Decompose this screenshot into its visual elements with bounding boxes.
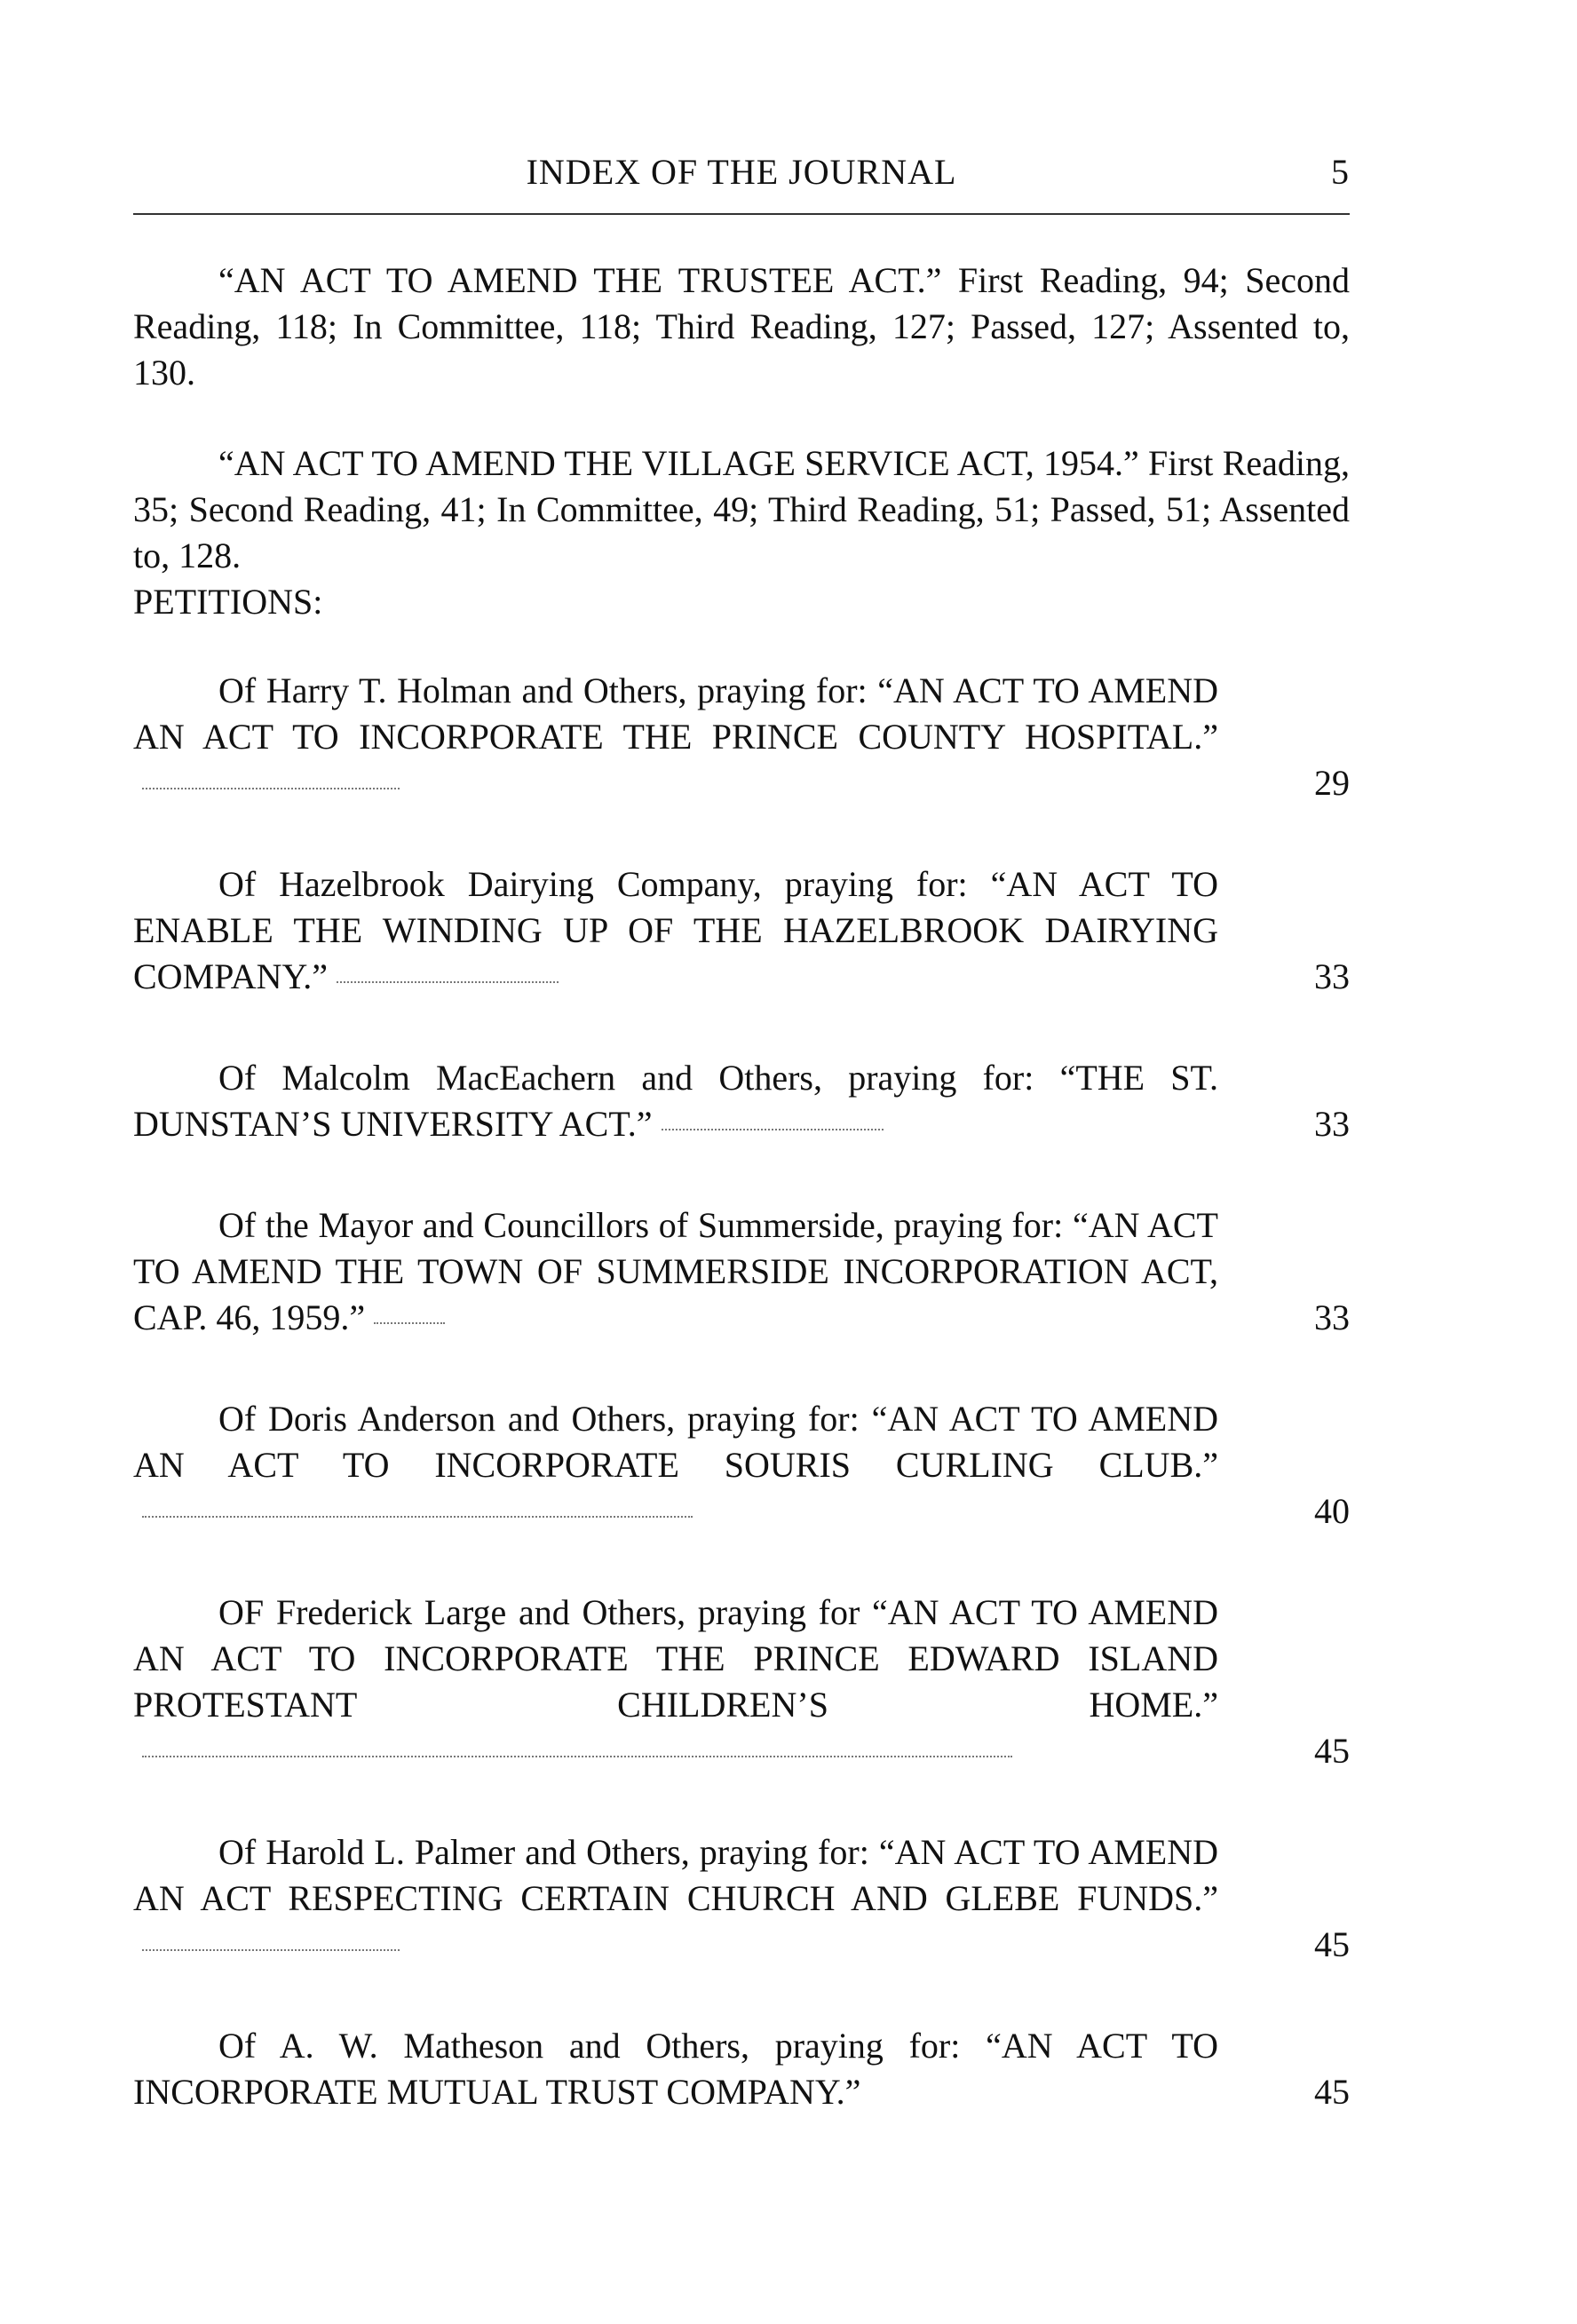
petition-text: Of A. W. Matheson and Others, praying for: “AN ACT TO INCORPORATE MUTUAL TRUST COMPANY.” — [133, 2026, 1218, 2112]
header-rule — [133, 213, 1350, 215]
petition-page-number: 33 — [1314, 1297, 1350, 1337]
petition-page-number: 45 — [1314, 1924, 1350, 1964]
petition-entry — [133, 1829, 1350, 1968]
dot-leader — [142, 1756, 1012, 1757]
petition-entry — [133, 2023, 1350, 2115]
page-number: 5 — [1331, 152, 1350, 192]
dot-leader — [142, 788, 400, 789]
petition-text: Of Doris Anderson and Others, praying for: “AN ACT TO AMEND AN ACT TO INCORPORATE SOURIS CURLING CLUB.” — [133, 1396, 1218, 1535]
petition-entry — [133, 861, 1350, 1000]
dot-leader — [142, 1949, 400, 1951]
journal-index-page — [133, 151, 1350, 2170]
petition-text: Of Harold L. Palmer and Others, praying for: “AN ACT TO AMEND AN ACT RESPECTING CERTAIN CHURCH AND GLEBE FUNDS.” — [133, 1829, 1218, 1968]
petition-text: Of Hazelbrook Dairying Company, praying for: “AN ACT TO ENABLE THE WINDING UP OF THE HAZELBROOK DAIRYING COMPANY.” — [133, 864, 1218, 996]
petition-page-number: 45 — [1314, 1731, 1350, 1771]
petitions-heading: PETITIONS: — [133, 582, 323, 622]
running-title: INDEX OF THE JOURNAL — [526, 152, 957, 192]
index-entry-trustee-act: “AN ACT TO AMEND THE TRUSTEE ACT.” First Reading, 94; Second Reading, 118; In Committee, 118; Third Reading, 127; Passed, 127; Assented to, 130. — [133, 260, 1350, 393]
petition-entry — [133, 668, 1350, 806]
running-head — [133, 151, 1350, 213]
petition-entry — [133, 1590, 1350, 1774]
petition-entry — [133, 1202, 1350, 1341]
index-entry-village-service-act: “AN ACT TO AMEND THE VILLAGE SERVICE ACT, 1954.” First Reading, 35; Second Reading, 41; In Committee, 49; Third Reading, 51; Passed, 51; Assented to, 128. — [133, 443, 1350, 575]
petition-text: Of Harry T. Holman and Others, praying for: “AN ACT TO AMEND AN ACT TO INCORPORATE THE PRINCE COUNTY HOSPITAL.” — [133, 668, 1218, 806]
petition-page-number: 40 — [1314, 1491, 1350, 1531]
petition-text: Of the Mayor and Councillors of Summerside, praying for: “AN ACT TO AMEND THE TOWN OF SUMMERSIDE INCORPORATION ACT, CAP. 46, 1959.” — [133, 1205, 1218, 1337]
petition-entry — [133, 1396, 1350, 1535]
petition-page-number: 29 — [1314, 763, 1350, 803]
dot-leader — [337, 981, 559, 983]
dot-leader — [374, 1322, 445, 1324]
petition-text: OF Frederick Large and Others, praying for “AN ACT TO AMEND AN ACT TO INCORPORATE THE PRINCE EDWARD ISLAND PROTESTANT CHILDREN’S HOME.” — [133, 1590, 1218, 1774]
petition-entry — [133, 1055, 1350, 1147]
petition-page-number: 45 — [1314, 2072, 1350, 2112]
petition-page-number: 33 — [1314, 956, 1350, 996]
petition-page-number: 33 — [1314, 1104, 1350, 1144]
dot-leader — [142, 1516, 693, 1518]
dot-leader — [662, 1129, 884, 1130]
petition-text: Of Malcolm MacEachern and Others, praying for: “THE ST. DUNSTAN’S UNIVERSITY ACT.” — [133, 1058, 1218, 1144]
